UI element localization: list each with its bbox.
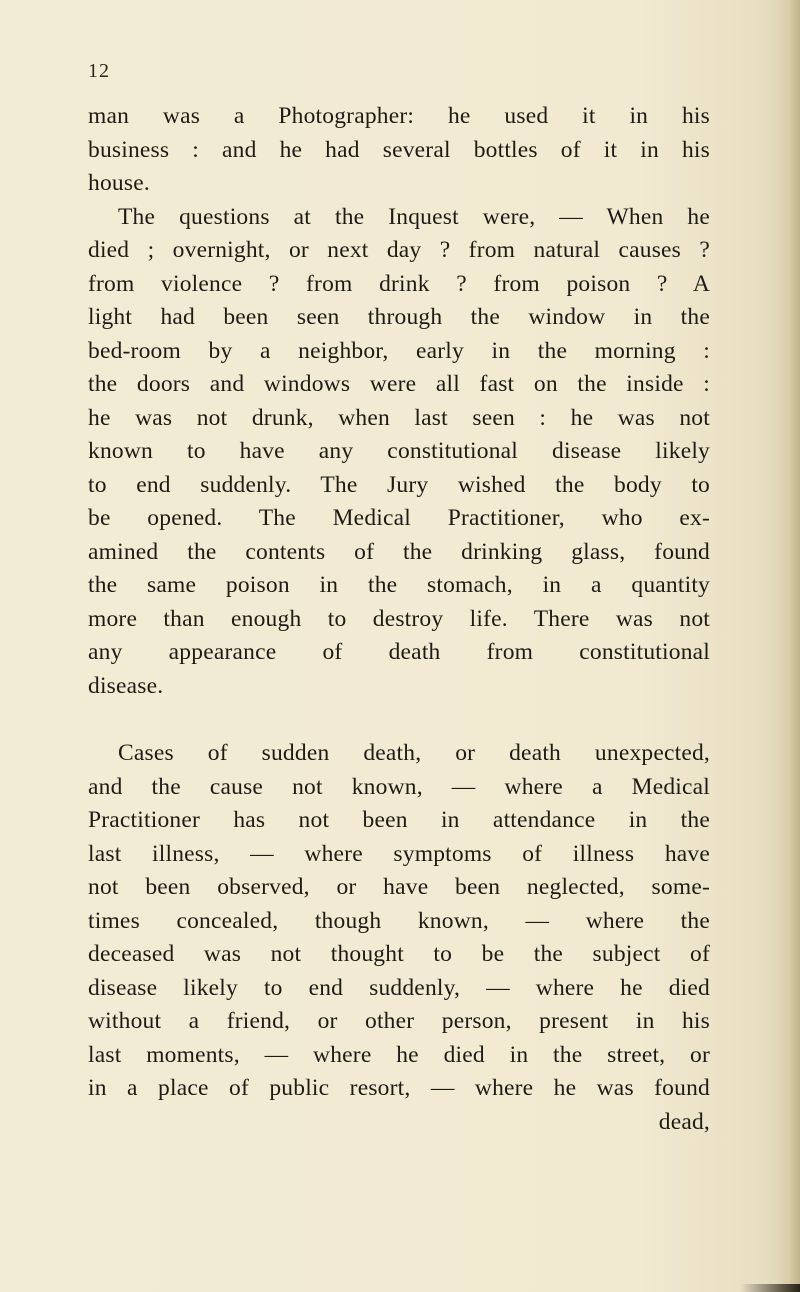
text-line: he was not drunk, when last seen : he was not bbox=[88, 404, 710, 431]
text-line: deceased was not thought to be the subject of bbox=[88, 941, 710, 967]
text-line: any appearance of death from constitutional bbox=[88, 639, 710, 665]
page-edge-shadow bbox=[778, 0, 800, 1292]
paragraph-1 bbox=[88, 100, 710, 703]
page-number: 12 bbox=[88, 60, 110, 82]
text-line: and the cause not known, — where a Medical bbox=[88, 773, 710, 800]
text-line: man was a Photographer: he used it in his bbox=[88, 103, 710, 129]
text-line: amined the contents of the drinking glass, found bbox=[88, 538, 710, 565]
text-line: disease likely to end suddenly, — where he died bbox=[88, 974, 710, 1001]
text-line: to end suddenly. The Jury wished the body to bbox=[88, 471, 710, 498]
text-line: more than enough to destroy life. There was not bbox=[88, 605, 710, 632]
text-line: business : and he had several bottles of it in his bbox=[88, 136, 710, 163]
text-line: bed-room by a neighbor, early in the morning : bbox=[88, 337, 710, 364]
text-line: Cases of sudden death, or death unexpected, bbox=[118, 740, 710, 766]
text-line: times concealed, though known, — where the bbox=[88, 907, 710, 934]
text-line: not been observed, or have been neglected, some- bbox=[88, 874, 710, 900]
text-line: without a friend, or other person, present in his bbox=[88, 1008, 710, 1034]
paragraph-2 bbox=[88, 737, 710, 1139]
text-line: known to have any constitutional disease likely bbox=[88, 438, 710, 464]
text-line: be opened. The Medical Practitioner, who ex- bbox=[88, 505, 710, 531]
page-corner-shadow bbox=[740, 1284, 800, 1292]
text-line: the same poison in the stomach, in a quantity bbox=[88, 572, 710, 598]
text-line: died ; overnight, or next day ? from natural causes ? bbox=[88, 237, 710, 263]
text-line: house. bbox=[88, 170, 150, 196]
text-line: Practitioner has not been in attendance in the bbox=[88, 807, 710, 833]
text-line: last moments, — where he died in the street, or bbox=[88, 1041, 710, 1068]
text-line: light had been seen through the window in the bbox=[88, 304, 710, 330]
text-line: from violence ? from drink ? from poison ? A bbox=[88, 270, 710, 297]
text-line: last illness, — where symptoms of illness have bbox=[88, 840, 710, 867]
text-line: in a place of public resort, — where he was found bbox=[88, 1075, 710, 1101]
text-line: dead, bbox=[658, 1108, 710, 1135]
text-line: The questions at the Inquest were, — When he bbox=[118, 203, 710, 230]
text-line: disease. bbox=[88, 672, 164, 699]
text-line: the doors and windows were all fast on the inside : bbox=[88, 371, 710, 397]
